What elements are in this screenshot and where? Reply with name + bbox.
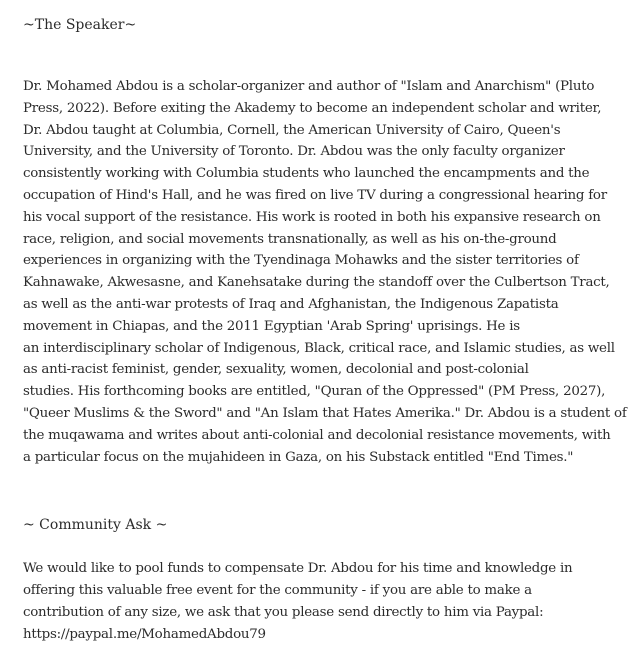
ask-line: contribution of any size, we ask that you please send directly to him via Paypal: [23,604,544,620]
ask-line: We would like to pool funds to compensate Dr. Abdou for his time and knowledge in [23,561,573,577]
bio-line: movement in Chiapas, and the 2011 Egyptian 'Arab Spring' uprisings. He is [23,318,520,334]
bio-line: his vocal support of the resistance. His work is rooted in both his expansive research on [23,209,601,225]
community-heading: ~ Community Ask ~ [23,517,168,534]
bio-line: University, and the University of Toronto. Dr. Abdou was the only faculty organizer [23,144,565,160]
bio-line: studies. His forthcoming books are entitled, "Quran of the Oppressed" (PM Press, 2027), [23,384,606,400]
bio-line: as well as the anti-war protests of Iraq and Afghanistan, the Indigenous Zapatista [23,296,559,312]
speaker-heading: ~The Speaker~ [23,17,137,33]
bio-line: "Queer Muslims & the Sword" and "An Islam that Hates Amerika." Dr. Abdou is a student of [23,405,627,421]
ask-line: offering this valuable free event for the community - if you are able to make a [23,583,532,599]
speaker-bio [23,76,627,468]
bio-line: consistently working with Columbia students who launched the encampments and the [23,166,590,182]
bio-line: Dr. Mohamed Abdou is a scholar-organizer and author of "Islam and Anarchism" (Pluto [23,79,595,94]
community-ask-text [23,558,623,645]
bio-line: Dr. Abdou taught at Columbia, Cornell, the American University of Cairo, Queen's [23,122,561,138]
bio-line: an interdisciplinary scholar of Indigenous, Black, critical race, and Islamic studies, as well [23,340,615,356]
bio-line: as anti-racist feminist, gender, sexuality, women, decolonial and post-colonial [23,362,529,378]
bio-line: a particular focus on the mujahideen in Gaza, on his Substack entitled "End Times." [23,449,574,465]
bio-line: Press, 2022). Before exiting the Akademy to become an independent scholar and writer, [23,100,602,116]
bio-line: occupation of Hind's Hall, and he was fired on live TV during a congressional hearing for [23,187,607,203]
bio-line: the muqawama and writes about anti-colonial and decolonial resistance movements, with [23,427,611,443]
bio-line: race, religion, and social movements transnationally, as well as his on-the-ground [23,231,557,247]
document [23,14,627,646]
bio-line: experiences in organizing with the Tyendinaga Mohawks and the sister territories of [23,253,579,269]
paypal-link-text: https://paypal.me/MohamedAbdou79 [23,626,266,642]
bio-line: Kahnawake, Akwesasne, and Kanehsatake during the standoff over the Culbertson Tract, [23,275,610,291]
